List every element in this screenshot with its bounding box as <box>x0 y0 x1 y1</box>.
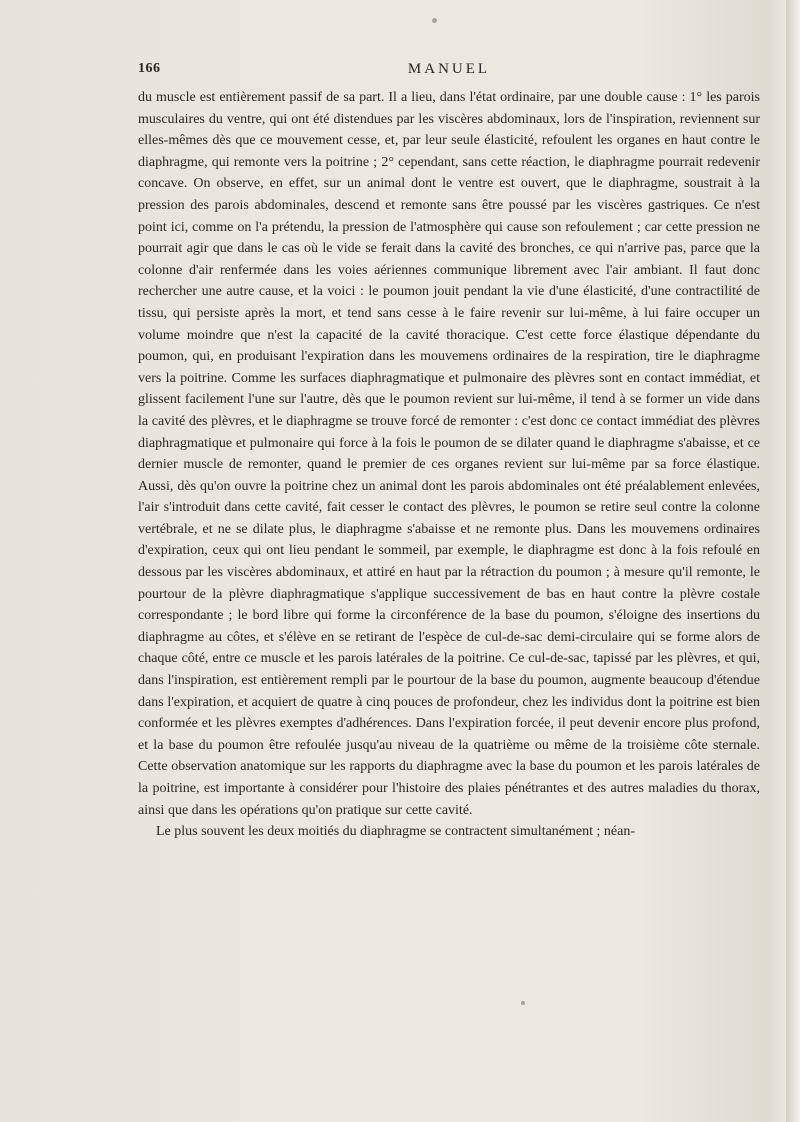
body-text <box>138 87 760 843</box>
paragraph: du muscle est entièrement passif de sa part. Il a lieu, dans l'état ordinaire, par une double cause : 1° les parois musculaires du ventre, qui ont été distendues par les viscères abdominaux, lors de l'inspiration, reviennent sur elles-mêmes dès que ce mouvement cesse, et, par leur seule élasticité, refoulent les organes en haut contre le diaphragme, qui remonte vers la poitrine ; 2° cependant, sans cette réaction, le diaphragme pourrait redevenir concave. On observe, en effet, sur un animal dont le ventre est ouvert, que le diaphragme, soustrait à la pression des parois abdominales, descend et remonte sans être poussé par les viscères gastriques. Ce n'est point ici, comme on l'a prétendu, la pression de l'atmosphère qui cause son refoulement ; car cette pression ne pourrait agir que dans le cas où le vide se ferait dans la cavité des bronches, ce qui n'arrive pas, parce que la colonne d'air renfermée dans les voies aériennes communique librement avec l'air ambiant. Il faut donc rechercher une autre cause, et la voici : le poumon jouit pendant la vie d'une élasticité, d'une contractilité de tissu, qui persiste après la mort, et tend sans cesse à le faire revenir sur lui-même, à lui faire occuper un volume moindre que n'est la capacité de la cavité thoracique. C'est cette force élastique dépendante du poumon, qui, en produisant l'expiration dans les mouvemens ordinaires de la respiration, tire le diaphragme vers la poitrine. Comme les surfaces diaphragmatique et pulmonaire des plèvres sont en contact immédiat, et glissent facilement l'une sur l'autre, dès que le poumon revient sur lui-même, il tend à se former un vide dans la cavité des plèvres, et le diaphragme se trouve forcé de remonter : c'est donc ce contact immédiat des plèvres diaphragmatique et pulmonaire qui force à la fois le poumon de se dilater quand le diaphragme s'abaisse, et ce dernier muscle de remonter, quand le premier de ces organes revient sur lui-même par sa force élastique. Aussi, dès qu'on ouvre la poitrine chez un animal dont les parois abdominales ont été préalablement enlevées, l'air s'introduit dans cette cavité, fait cesser le contact des plèvres, le poumon se retire seul contre la colonne vertébrale, et ne se dilate plus, le diaphragme s'abaisse et ne remonte plus. Dans les mouvemens ordinaires d'expiration, ceux qui ont lieu pendant le sommeil, par exemple, le diaphragme est donc à la fois refoulé en dessous par les viscères abdominaux, et attiré en haut par la rétraction du poumon ; à mesure qu'il remonte, le pourtour de la plèvre diaphragmatique s'applique successivement de bas en haut contre la plèvre costale correspondante ; le bord libre qui forme la circonférence de la base du poumon, s'éloigne des insertions du diaphragme au côtes, et s'élève en se retirant de l'espèce de cul-de-sac demi-circulaire qui se forme alors de chaque côté, entre ce muscle et les parois latérales de la poitrine. Ce cul-de-sac, tapissé par les plèvres, et qui, dans l'inspiration, est entièrement rempli par le pourtour de la base du poumon, augmente beaucoup d'étendue dans l'expiration, et acquiert de quatre à cinq pouces de profondeur, chez les individus dont la poitrine est bien conformée et les plèvres exemptes d'adhérences. Dans l'expiration forcée, il peut devenir encore plus profond, et la base du poumon être refoulée jusqu'au niveau de la quatrième ou même de la troisième côte sternale. Cette observation anatomique sur les rapports du diaphragme avec la base du poumon et les parois latérales de la poitrine, est importante à considérer pour l'histoire des plaies pénétrantes et des autres maladies du thorax, ainsi que dans les opérations qu'on pratique sur cette cavité. <box>138 90 760 818</box>
page-header <box>138 61 760 81</box>
ink-speck <box>432 18 437 23</box>
page-fold-shadow <box>786 0 800 1122</box>
page-number: 166 <box>138 61 161 76</box>
paragraph: Le plus souvent les deux moitiés du diaphragme se contractent simultanément ; néan- <box>156 824 635 840</box>
ink-speck <box>521 1001 525 1005</box>
running-head: MANUEL <box>407 61 491 77</box>
